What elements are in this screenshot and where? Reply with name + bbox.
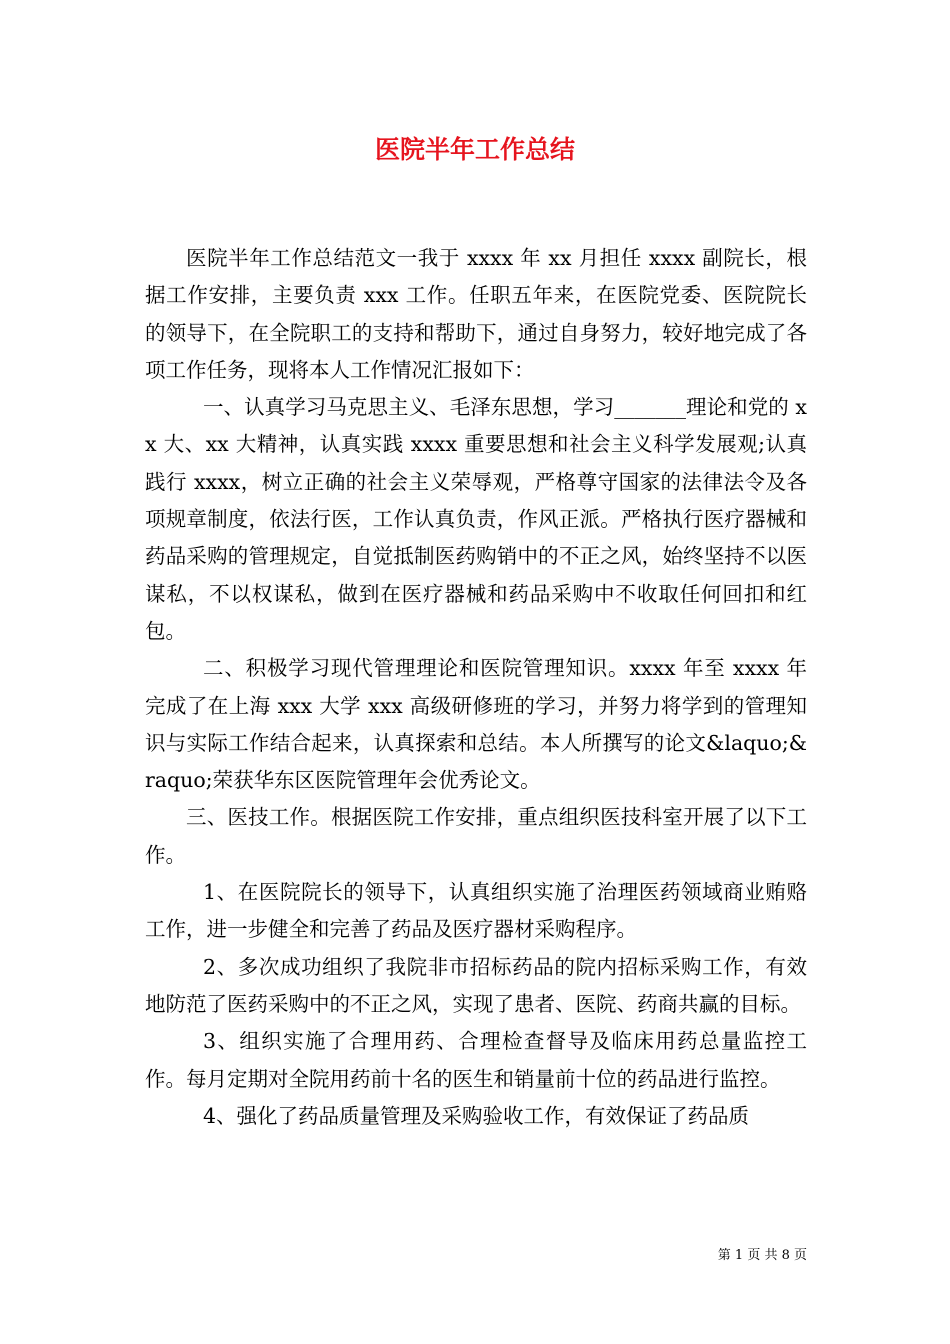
paragraph-item-1: 1、在医院院长的领导下，认真组织实施了治理医药领域商业贿赂工作，进一步健全和完善了药品及医疗器材采购程序。 — [145, 880, 807, 942]
paragraph-item-4: 4、强化了药品质量管理及采购验收工作，有效保证了药品质 — [203, 1103, 750, 1128]
document-body — [145, 240, 807, 1135]
paragraph-item-3: 3、组织实施了合理用药、合理检查督导及临床用药总量监控工作。每月定期对全院用药前十名的医生和销量前十位的药品进行监控。 — [145, 1029, 807, 1091]
paragraph-section-1: 一、认真学习马克思主义、毛泽东思想，学习_______理论和党的 xx 大、xx 大精神，认真实践 xxxx 重要思想和社会主义科学发展观;认真践行 xxxx，树立正确的社会主义荣辱观，严格尊守国家的法律法令及各项规章制度，依法行医，工作认真负责，作风正派。严格执行医疗器械和药品采购的管理规定，自觉抵制医药购销中的不正之风，始终坚持不以医谋私，不以权谋私，做到在医疗器械和药品采购中不收取任何回扣和红包。 — [145, 395, 807, 643]
paragraph-intro: 医院半年工作总结范文一我于 xxxx 年 xx 月担任 xxxx 副院长，根据工作安排，主要负责 xxx 工作。任职五年来，在医院党委、医院院长的领导下，在全院职工的支持和帮助下，通过自身努力，较好地完成了各项工作任务，现将本人工作情况汇报如下： — [145, 246, 807, 382]
page-title: 医院半年工作总结 — [374, 135, 575, 164]
paragraph-section-3: 三、医技工作。根据医院工作安排，重点组织医技科室开展了以下工作。 — [145, 805, 807, 867]
paragraph-section-2: 二、积极学习现代管理理论和医院管理知识。xxxx 年至 xxxx 年完成了在上海 xxx 大学 xxx 高级研修班的学习，并努力将学到的管理知识与实际工作结合起来，认真探索和总结。本人所撰写的论文&laquo;&raquo;荣获华东区医院管理年会优秀论文。 — [145, 656, 807, 793]
page-number-label: 第 1 页 共 8 页 — [717, 1248, 807, 1263]
paragraph-item-2: 2、多次成功组织了我院非市招标药品的院内招标采购工作，有效地防范了医药采购中的不正之风，实现了患者、医院、药商共赢的目标。 — [145, 954, 807, 1016]
page-number-footer — [718, 1247, 807, 1265]
